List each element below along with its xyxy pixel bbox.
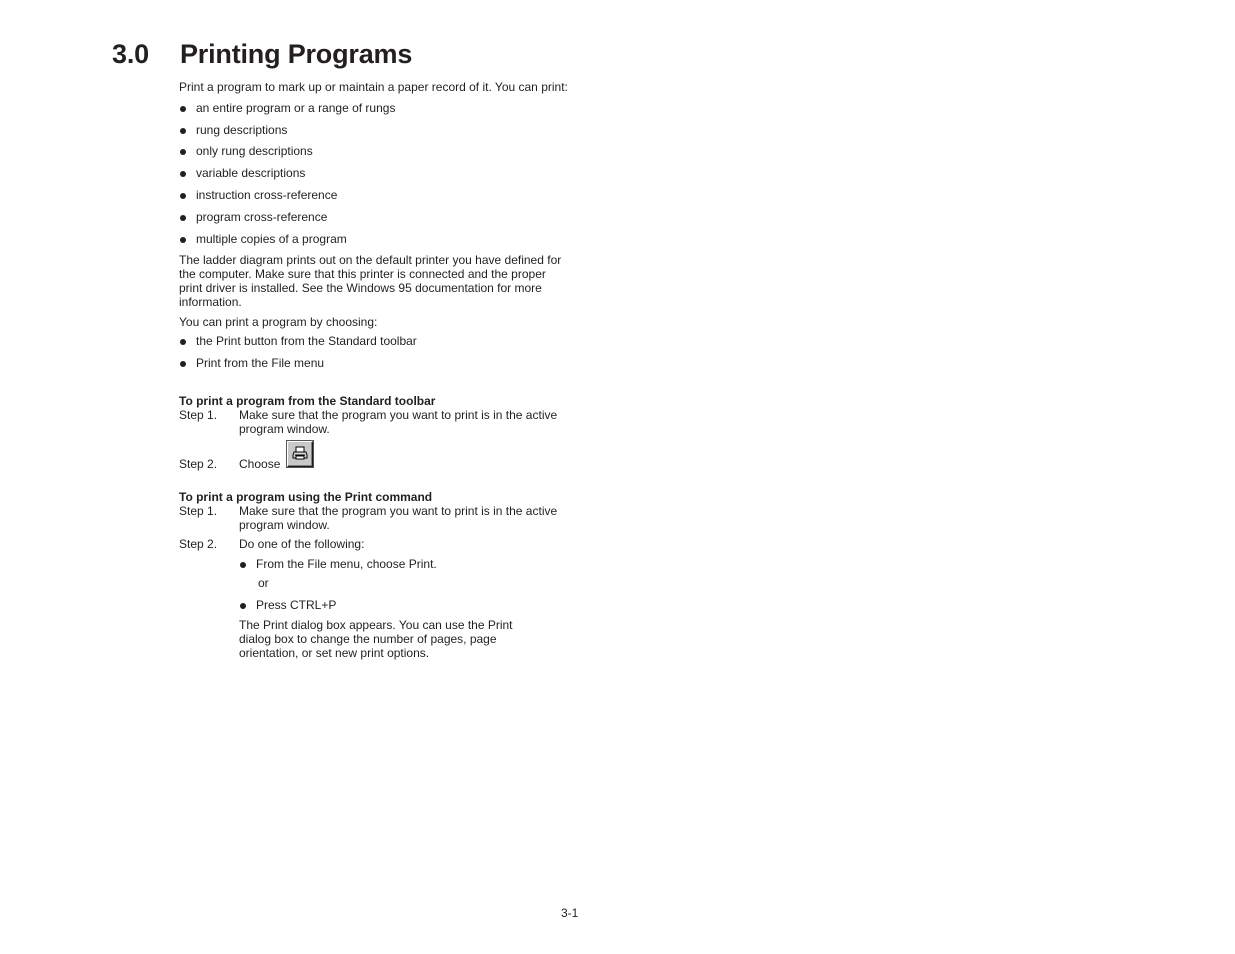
bullet-icon bbox=[180, 361, 186, 367]
bullet-icon bbox=[180, 128, 186, 134]
page-content bbox=[179, 81, 569, 665]
step-text: Make sure that the program you want to print is in the active program window. bbox=[239, 407, 558, 436]
list-item: only rung descriptions bbox=[179, 145, 569, 159]
page-number: 3-1 bbox=[561, 906, 579, 920]
bullet-icon bbox=[180, 106, 186, 112]
bullet-icon bbox=[240, 562, 246, 568]
print-options-list bbox=[179, 102, 569, 247]
list-item: rung descriptions bbox=[179, 124, 569, 138]
bullet-icon bbox=[180, 149, 186, 155]
step-label: Step 1. bbox=[179, 504, 218, 519]
bullet-icon bbox=[180, 237, 186, 243]
or-separator: or bbox=[258, 576, 269, 591]
step-label: Step 2. bbox=[179, 536, 218, 551]
command-step-1 bbox=[179, 505, 569, 533]
step-text: Choose bbox=[239, 456, 281, 471]
section-number: 3.0 bbox=[112, 39, 149, 69]
section-title: Printing Programs bbox=[180, 39, 413, 69]
command-section-title: To print a program using the Print command bbox=[179, 490, 433, 505]
list-item: program cross-reference bbox=[179, 211, 569, 225]
toolbar-step-1 bbox=[179, 409, 569, 437]
list-item: instruction cross-reference bbox=[179, 189, 569, 203]
list-item: Press CTRL+P bbox=[239, 599, 569, 613]
toolbar-section-title: To print a program from the Standard toolbar bbox=[179, 393, 436, 408]
list-item: the Print button from the Standard toolbar bbox=[179, 335, 569, 349]
list-item: From the File menu, choose Print. bbox=[239, 558, 569, 572]
choose-intro: You can print a program by choosing: bbox=[179, 314, 378, 329]
list-item: multiple copies of a program bbox=[179, 233, 569, 247]
choose-options-list bbox=[179, 335, 569, 371]
dialog-note: The Print dialog box appears. You can use the Print dialog box to change the number of pages, page orientation, or set new print options. bbox=[239, 617, 513, 660]
toolbar-step-2 bbox=[179, 441, 569, 471]
step-text: Do one of the following: bbox=[239, 536, 365, 551]
command-options-list bbox=[239, 558, 569, 572]
bullet-icon bbox=[240, 603, 246, 609]
step-label: Step 2. bbox=[179, 456, 218, 471]
bullet-icon bbox=[180, 215, 186, 221]
command-options-list bbox=[239, 599, 569, 613]
bullet-icon bbox=[180, 193, 186, 199]
list-item: Print from the File menu bbox=[179, 357, 569, 371]
intro-paragraph: Print a program to mark up or maintain a paper record of it. You can print: bbox=[179, 80, 568, 94]
page-heading bbox=[112, 38, 412, 70]
step-text: Make sure that the program you want to print is in the active program window. bbox=[239, 504, 558, 532]
list-item: an entire program or a range of rungs bbox=[179, 102, 569, 116]
step-label: Step 1. bbox=[179, 407, 218, 422]
bullet-icon bbox=[180, 339, 186, 345]
print-button[interactable] bbox=[287, 441, 313, 467]
bullet-icon bbox=[180, 171, 186, 177]
command-step-2 bbox=[179, 538, 569, 661]
printer-paragraph: The ladder diagram prints out on the default printer you have defined for the computer. Make sure that this printer is connected and the proper print driver is installed. See the Windows 95 documentation for more information. bbox=[179, 253, 562, 309]
list-item: variable descriptions bbox=[179, 167, 569, 181]
printer-icon bbox=[292, 446, 308, 461]
